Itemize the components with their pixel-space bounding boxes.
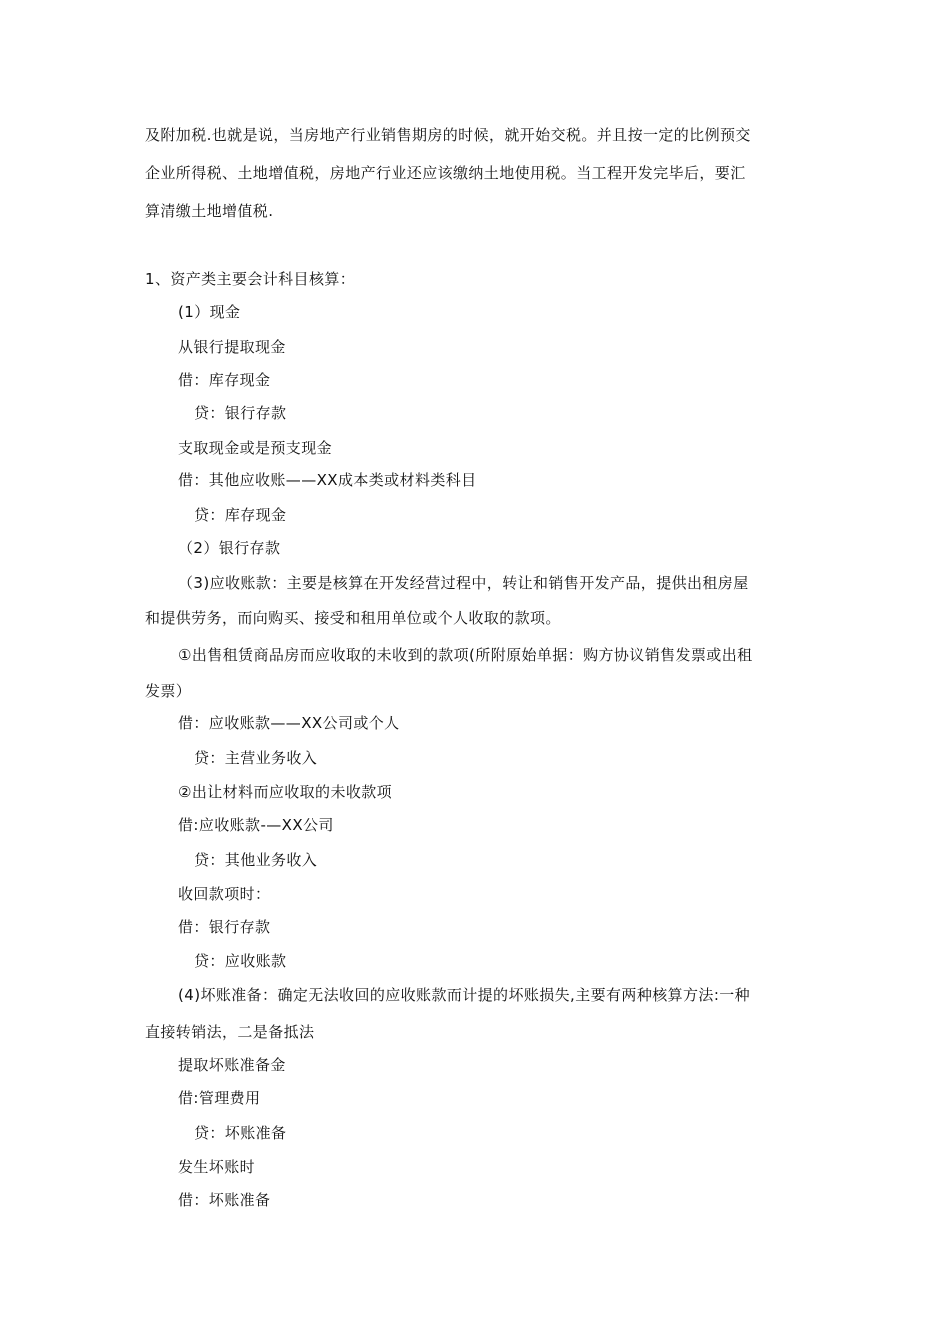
credit-entry: 贷：主营业务收入 — [194, 749, 318, 767]
debit-entry: 借：应收账款——XX公司或个人 — [178, 714, 400, 732]
paragraph-line: 和提供劳务，而向购买、接受和租用单位或个人收取的款项。 — [145, 609, 561, 627]
text-line: 发生坏账时 — [178, 1158, 256, 1176]
text-line: 提取坏账准备金 — [178, 1056, 286, 1074]
debit-entry: 借：其他应收账——XX成本类或材料类科目 — [178, 471, 477, 489]
credit-entry: 贷：库存现金 — [194, 506, 287, 524]
debit-entry: 借：坏账准备 — [178, 1191, 271, 1209]
section-heading: 1、资产类主要会计科目核算： — [145, 270, 356, 288]
paragraph-line: 算清缴土地增值税. — [145, 202, 274, 220]
paragraph-line: 直接转销法，二是备抵法 — [145, 1023, 315, 1041]
debit-entry: 借:管理费用 — [178, 1089, 261, 1107]
paragraph-line: 发票） — [145, 682, 192, 700]
debit-entry: 借：库存现金 — [178, 371, 271, 389]
credit-entry: 贷：其他业务收入 — [194, 851, 318, 869]
paragraph-line: ①出售租赁商品房而应收取的未收到的款项(所附原始单据：购方协议销售发票或出租 — [178, 646, 753, 664]
credit-entry: 贷：坏账准备 — [194, 1124, 287, 1142]
debit-entry: 借:应收账款-—XX公司 — [178, 816, 334, 834]
credit-entry: 贷：银行存款 — [194, 404, 287, 422]
text-line: ②出让材料而应收取的未收款项 — [178, 783, 393, 801]
paragraph-line: （3)应收账款：主要是核算在开发经营过程中，转让和销售开发产品，提供出租房屋 — [178, 574, 749, 592]
subsection-heading: (1）现金 — [178, 303, 241, 321]
text-line: 收回款项时： — [178, 885, 271, 903]
credit-entry: 贷：应收账款 — [194, 952, 287, 970]
debit-entry: 借：银行存款 — [178, 918, 271, 936]
subsection-heading: （2）银行存款 — [178, 539, 281, 557]
paragraph-line: 企业所得税、土地增值税，房地产行业还应该缴纳土地使用税。当工程开发完毕后，要汇 — [145, 164, 746, 182]
text-line: 从银行提取现金 — [178, 338, 286, 356]
paragraph-line: (4)坏账准备：确定无法收回的应收账款而计提的坏账损失,主要有两种核算方法:一种 — [178, 986, 751, 1004]
paragraph-line: 及附加税.也就是说，当房地产行业销售期房的时候，就开始交税。并且按一定的比例预交 — [145, 126, 751, 144]
text-line: 支取现金或是预支现金 — [178, 439, 333, 457]
